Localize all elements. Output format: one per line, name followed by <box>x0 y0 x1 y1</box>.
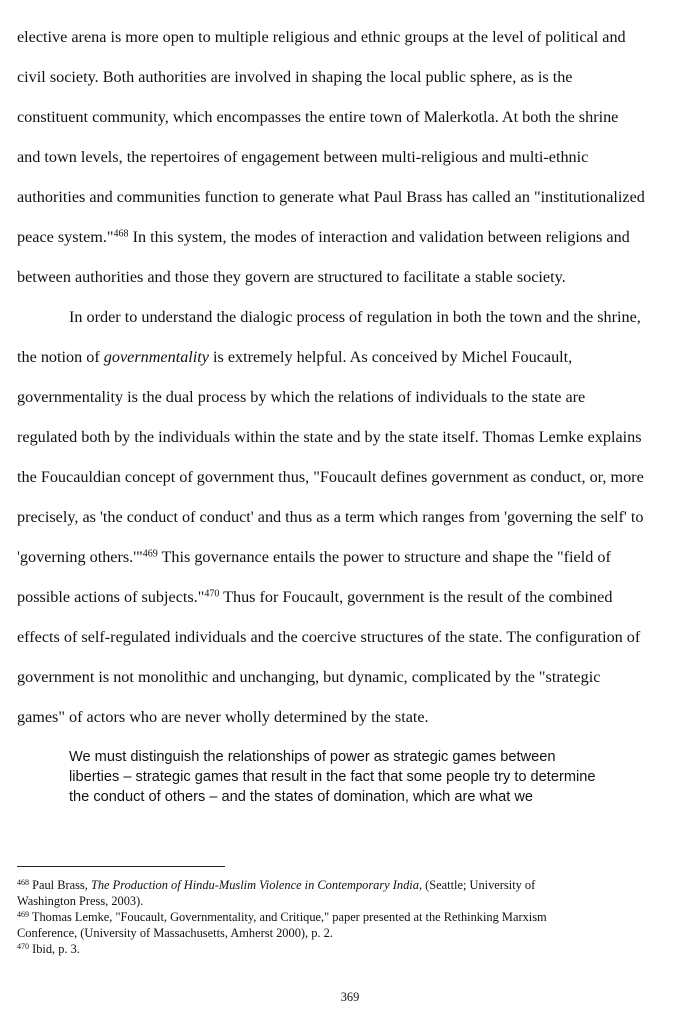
body-line: regulated both by the individuals within the state and by the state itself. Thomas Lemke explains <box>17 428 642 446</box>
footnote-ref-468[interactable]: 468 <box>113 228 129 240</box>
footnote-ref-470[interactable]: 470 <box>204 588 220 600</box>
footnote-469-cont <box>17 925 333 942</box>
body-line <box>17 347 572 367</box>
footnote-469 <box>17 909 547 926</box>
body-line-text: In this system, the modes of interaction and validation between religions and <box>128 228 630 246</box>
body-line-text: This governance entails the power to structure and shape the "field of <box>157 548 611 566</box>
footnote-text: Ibid, p. 3. <box>29 942 80 956</box>
footnote-separator <box>17 866 225 867</box>
body-line: between authorities and those they govern are structured to facilitate a stable society. <box>17 268 566 286</box>
footnote-number: 468 <box>17 878 29 887</box>
body-line: precisely, as 'the conduct of conduct' and thus as a term which ranges from 'governing the self' to <box>17 508 644 526</box>
footnote-text: Washington Press, 2003). <box>17 894 144 908</box>
body-line: effects of self-regulated individuals and the coercive structures of the state. The configuration of <box>17 628 641 646</box>
body-line-text: Thus for Foucault, government is the result of the combined <box>219 588 613 606</box>
body-line: elective arena is more open to multiple religious and ethnic groups at the level of political and <box>17 28 626 46</box>
emphasis-governmentality: governmentality <box>103 348 209 366</box>
body-line: civil society. Both authorities are involved in shaping the local public sphere, as is the <box>17 68 573 86</box>
footnote-468-cont <box>17 893 143 910</box>
body-line: games" of actors who are never wholly determined by the state. <box>17 708 429 726</box>
body-line: constituent community, which encompasses the entire town of Malerkotla. At both the shrine <box>17 108 619 126</box>
body-line-text: possible actions of subjects." <box>17 588 205 606</box>
footnote-book-title: The Production of Hindu-Muslim Violence in Contemporary India <box>90 878 419 892</box>
body-line-text: is extremely helpful. As conceived by Michel Foucault, <box>208 348 573 366</box>
body-line: governmentality is the dual process by which the relations of individuals to the state are <box>17 388 586 406</box>
body-line: and town levels, the repertoires of engagement between multi-religious and multi-ethnic <box>17 148 589 166</box>
body-line-text: the notion of <box>17 348 104 366</box>
footnote-470 <box>17 941 80 958</box>
body-line <box>17 227 630 247</box>
body-line <box>17 547 611 567</box>
body-line: the Foucauldian concept of government thus, "Foucault defines government as conduct, or, more <box>17 468 644 486</box>
block-quote-line: liberties – strategic games that result in the fact that some people try to determine <box>69 769 596 785</box>
block-quote-line: the conduct of others – and the states of domination, which are what we <box>69 789 534 805</box>
footnote-text: Thomas Lemke, "Foucault, Governmentality, and Critique," paper presented at the Rethinking Marxism <box>29 910 547 924</box>
body-line <box>17 587 612 607</box>
body-line-text: 'governing others.'" <box>17 548 143 566</box>
body-line-text: peace system." <box>17 228 114 246</box>
footnote-text: , (Seattle; University of <box>418 878 536 892</box>
body-line: authorities and communities function to generate what Paul Brass has called an "institutionalized <box>17 188 645 206</box>
body-line: government is not monolithic and unchanging, but dynamic, complicated by the "strategic <box>17 668 601 686</box>
footnote-number: 469 <box>17 910 29 919</box>
paragraph-start-line: In order to understand the dialogic process of regulation in both the town and the shrine, <box>69 308 641 326</box>
footnote-ref-469[interactable]: 469 <box>142 548 158 560</box>
footnote-number: 470 <box>17 942 29 951</box>
page-number: 369 <box>340 990 360 1004</box>
footnote-text: Paul Brass, <box>29 878 91 892</box>
footnote-468 <box>17 877 535 894</box>
block-quote-line: We must distinguish the relationships of power as strategic games between <box>69 749 556 765</box>
footnote-text: Conference, (University of Massachusetts, Amherst 2000), p. 2. <box>17 926 333 940</box>
